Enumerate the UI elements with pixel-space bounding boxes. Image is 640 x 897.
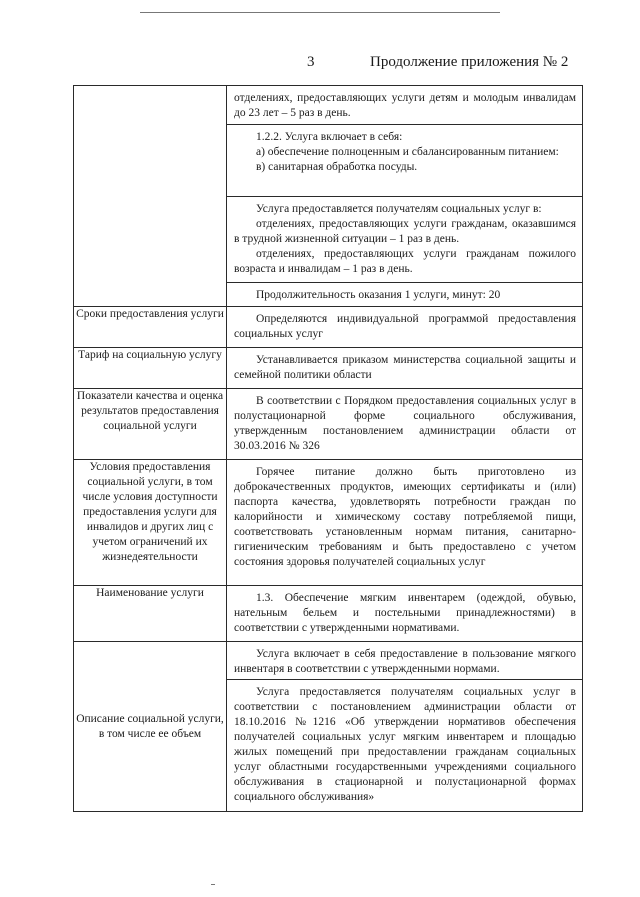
table-row	[74, 586, 583, 642]
paragraph: в) санитарная обработка посуды.	[256, 161, 418, 173]
paragraph: отделениях, предоставляющих услуги детям и молодым инвалидам до 23 лет – 5 раз в день.	[234, 92, 576, 119]
row-label: Наименование услуги	[74, 586, 227, 642]
paragraph: Услуга предоставляется получателям социальных услуг в соответствии с постановлением администрации области от 18.10.2016 №1216 «Об утверждении нормативов обеспечения получателей социальных услуг мягким инвентарем и площадью жилых помещений при предоставлении гражданам социальных услуг областными государственными учреждениями социального обслуживания в стационарной и полустационарной формах социального обслуживания»	[234, 686, 576, 803]
table-row	[74, 389, 583, 460]
paragraph: 1.3. Обеспечение мягким инвентарем (одеждой, обувью, нательным бельем и постельными принадлежностями) в соответствии с утвержденными нормативами.	[234, 592, 576, 634]
paragraph: Услуга включает в себя предоставление в пользование мягкого инвентаря в соответствии с утвержденными нормами.	[234, 648, 576, 675]
table-row	[74, 642, 583, 812]
row-label: Условия предоставления социальной услуги, в том числе условия доступности предоставления услуги для инвалидов и других лиц с учетом ограничений их жизнедеятельности	[74, 460, 227, 586]
row-content	[227, 86, 583, 307]
text-block	[227, 642, 582, 680]
text-block	[227, 197, 582, 283]
table-row	[74, 348, 583, 389]
paragraph: а) обеспечение полноценным и сбалансированным питанием:	[256, 146, 559, 158]
table-row	[74, 460, 583, 586]
paragraph: отделениях, предоставляющих услуги гражданам пожилого возраста и инвалидам – 1 раз в день.	[234, 248, 576, 275]
row-content	[227, 586, 583, 642]
row-content	[227, 307, 583, 348]
appendix-caption: Продолжение приложения № 2	[370, 54, 569, 70]
text-block	[227, 680, 582, 811]
text-block	[227, 86, 582, 125]
table-row	[74, 86, 583, 307]
page-header	[0, 54, 640, 78]
row-label-empty	[74, 86, 227, 307]
row-content	[227, 389, 583, 460]
paragraph: отделениях, предоставляющих услуги гражданам, оказавшимся в трудной жизненной ситуации – 1 раз в день.	[234, 218, 576, 245]
table-row	[74, 307, 583, 348]
page-number: 3	[307, 54, 315, 70]
paragraph: В соответствии с Порядком предоставления социальных услуг в полустационарной форме социального обслуживания, утвержденным постановлением администрации области от 30.03.2016 № 326	[234, 395, 576, 452]
scan-dot-mark	[211, 884, 215, 885]
row-label: Тариф на социальную услугу	[74, 348, 227, 389]
scan-edge-mark	[140, 12, 500, 13]
services-table	[73, 85, 583, 812]
paragraph: Горячее питание должно быть приготовлено из доброкачественных продуктов, имеющих сертификаты и (или) паспорта качества, удовлетворять потребности граждан по калорийности и химическому составу потребляемой пищи, соответствовать установленным нормам питания, санитарно-гигиеническим требованиям и быть предоставлено с учетом состояния здоровья получателей социальных услуг	[234, 466, 576, 568]
row-content	[227, 642, 583, 812]
paragraph: Продолжительность оказания 1 услуги, минут: 20	[256, 289, 501, 301]
paragraph: Услуга предоставляется получателям социальных услуг в:	[256, 203, 542, 215]
row-label: Описание социальной услуги, в том числе ее объем	[74, 642, 227, 812]
paragraph: Устанавливается приказом министерства социальной защиты и семейной политики области	[234, 354, 576, 381]
row-label: Сроки предоставления услуги	[74, 307, 227, 348]
paragraph: Определяются индивидуальной программой предоставления социальных услуг	[234, 313, 576, 340]
text-block	[227, 283, 582, 306]
text-block	[227, 125, 582, 197]
row-content	[227, 460, 583, 586]
row-label: Показатели качества и оценка результатов предоставления социальной услуги	[74, 389, 227, 460]
row-content	[227, 348, 583, 389]
paragraph: 1.2.2. Услуга включает в себя:	[256, 131, 403, 143]
